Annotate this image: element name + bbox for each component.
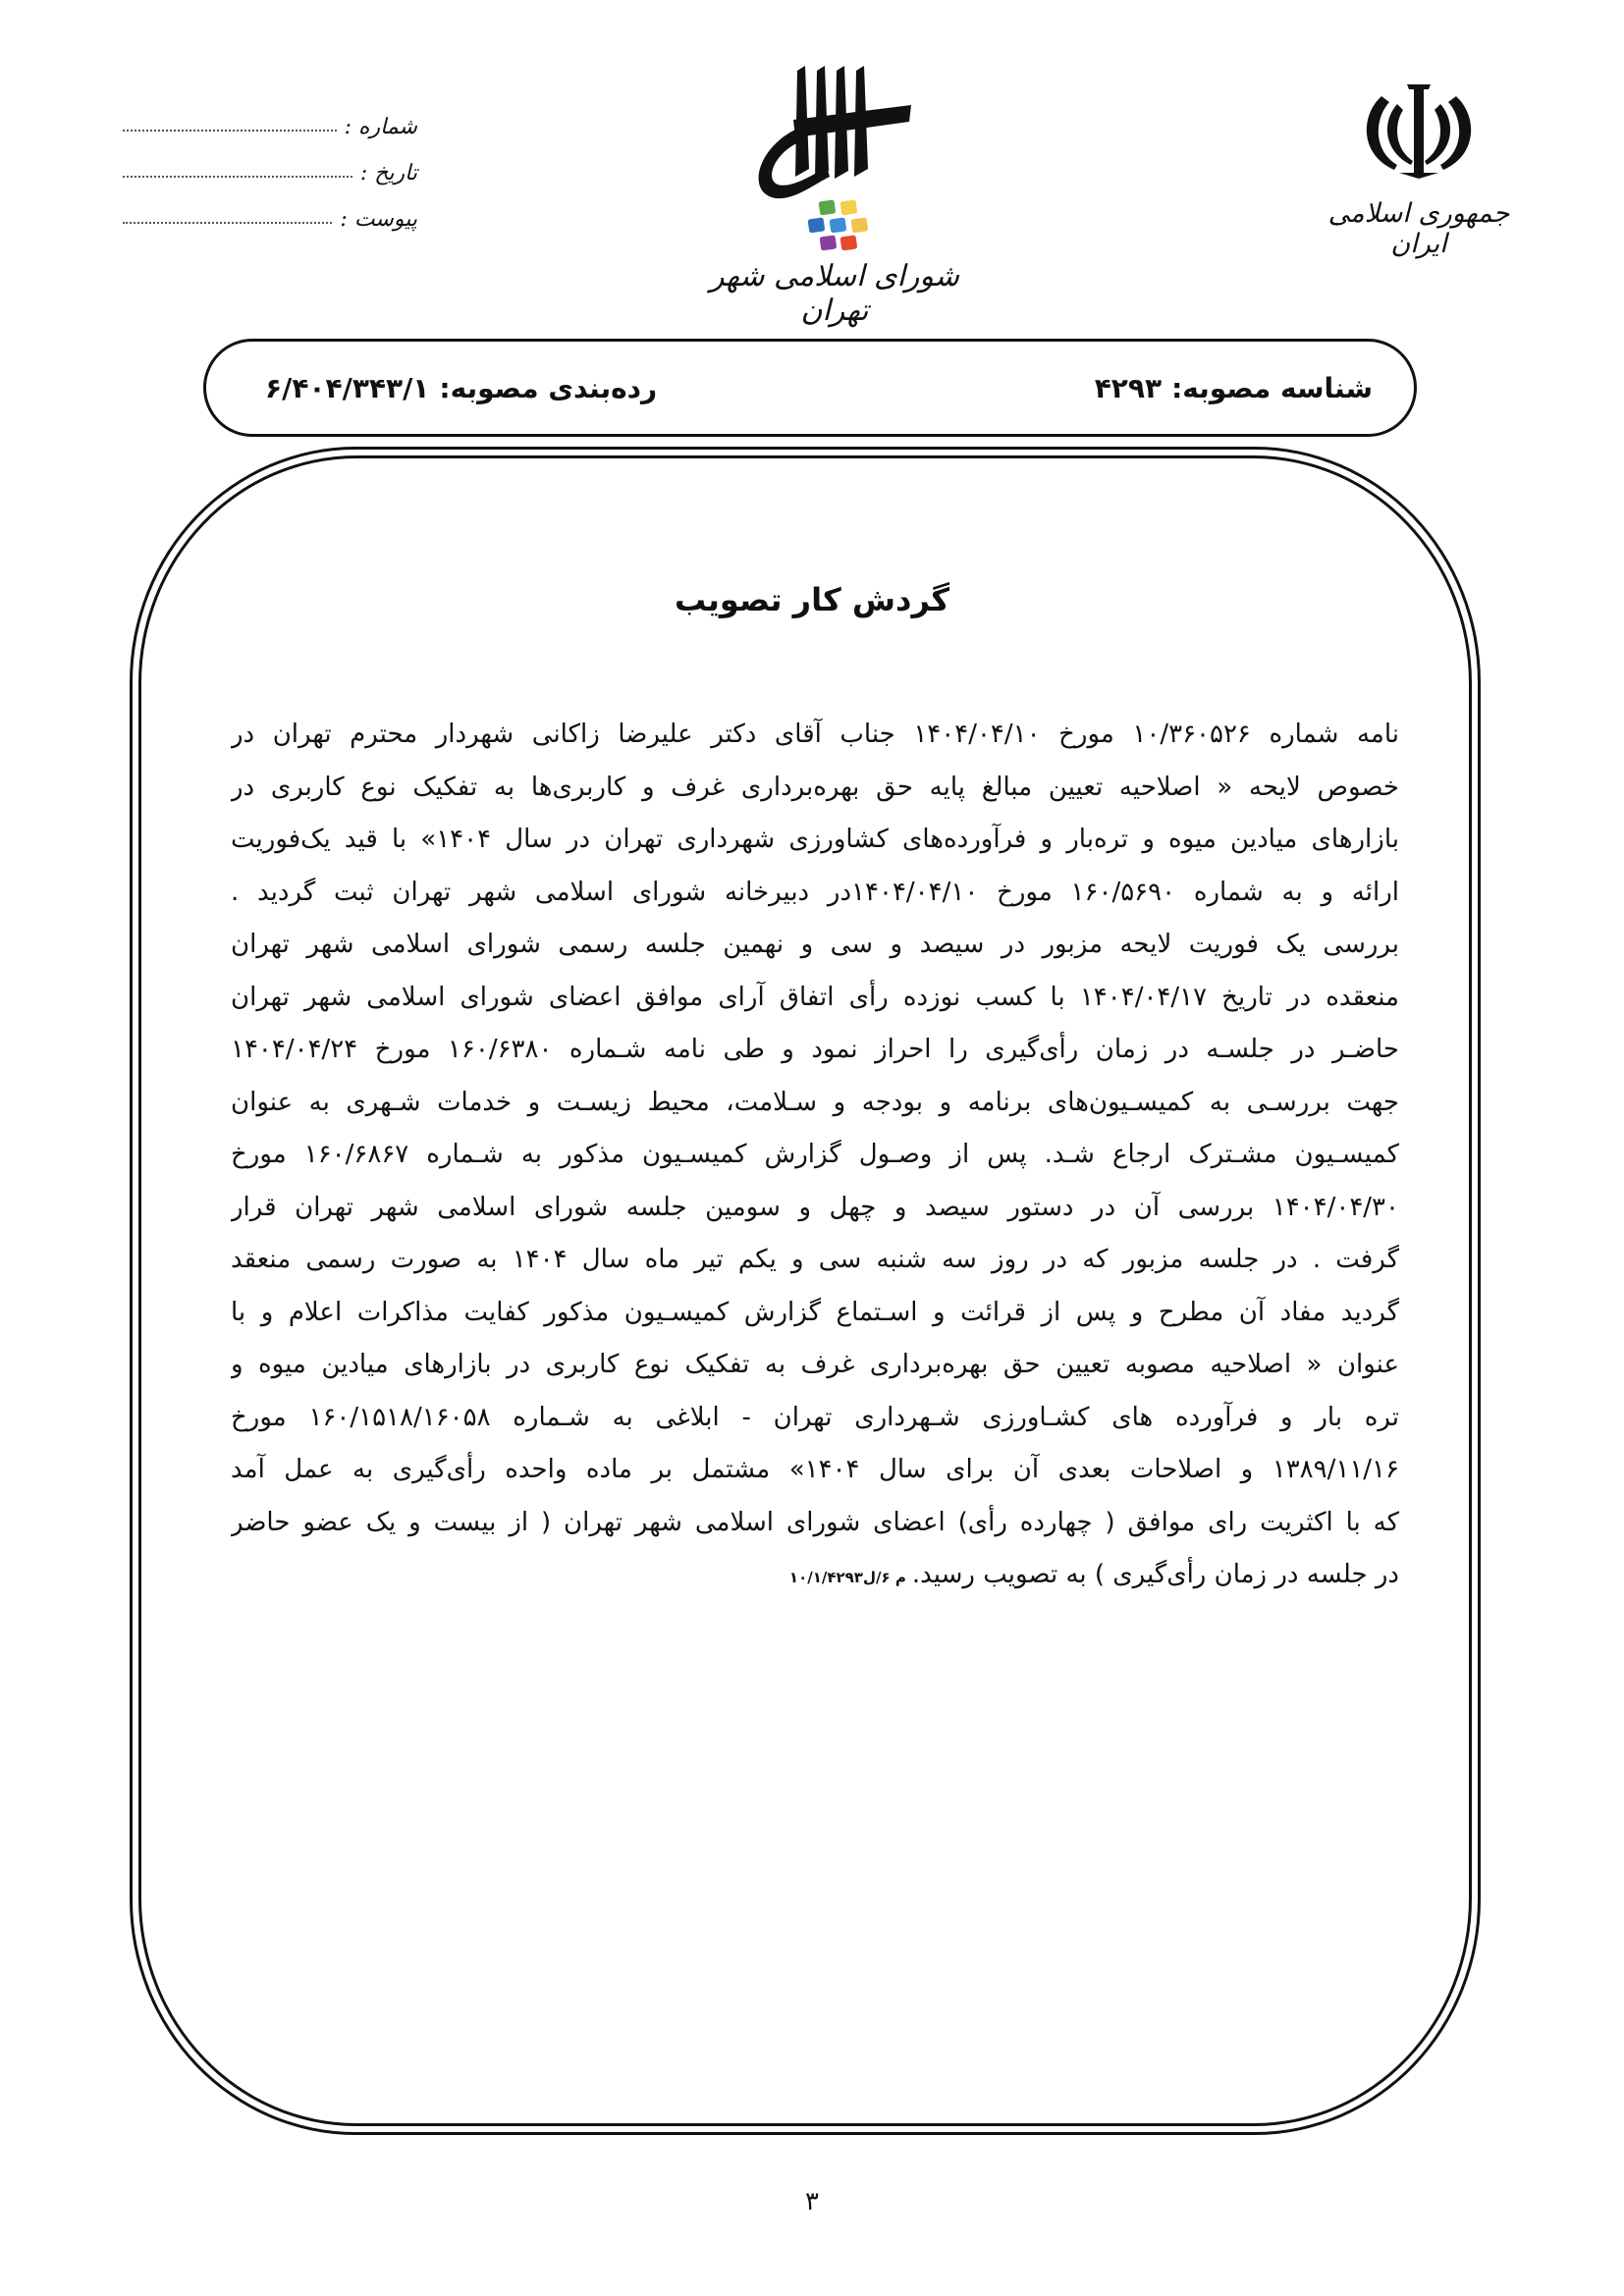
page-number: ۳ bbox=[805, 2187, 819, 2216]
classification-value: ۶/۴۰۴/۳۴۳/۱ bbox=[265, 371, 430, 404]
resolution-id-bar bbox=[203, 339, 1417, 437]
iran-emblem-icon bbox=[1360, 77, 1478, 185]
resolution-id bbox=[1095, 372, 1373, 404]
tehran-city-council-logo-icon bbox=[736, 61, 933, 257]
emblem-name: جمهوری اسلامی ایران bbox=[1327, 198, 1510, 259]
body-line-final bbox=[231, 1549, 1399, 1605]
body-line: بازارهای میادین میوه و تره‌بار و فرآورده‌های کشاورزی شهرداری تهران در سال ۱۴۰۴» با قید یک‌فوریت bbox=[231, 825, 1399, 854]
document-title: گردش کار تصویب bbox=[675, 581, 949, 618]
ref-dotted-line-date bbox=[123, 175, 352, 178]
ref-field-date bbox=[123, 139, 417, 186]
ref-dotted-line-attachment bbox=[123, 221, 332, 224]
body-line: خصوص لایحه « اصلاحیه تعیین مبالغ پایه حق بهره‌برداری غرف و کاربری‌ها به تفکیک نوع کاربری در bbox=[231, 772, 1399, 802]
resolution-classification bbox=[265, 372, 657, 404]
body-line: ۱۴۰۴/۰۴/۳۰ بررسی آن در دستور سیصد و چهل و سومین جلسه شورای اسلامی شهر تهران قرار bbox=[231, 1192, 1399, 1222]
ref-field-attachment bbox=[123, 186, 417, 232]
ref-label-attachment: پیوست : bbox=[340, 207, 417, 232]
resolution-id-value: ۴۲۹۳ bbox=[1094, 371, 1163, 404]
ref-label-date: تاریخ : bbox=[359, 161, 417, 186]
ref-label-number: شماره : bbox=[344, 115, 417, 139]
body-line: حاضـر در جلسـه در زمان رأی‌گیری را احراز نمود و طی نامه شـماره ۱۶۰/۶۳۸۰ مورخ ۱۴۰۴/۰۴/۲۴ bbox=[231, 1035, 1399, 1064]
council-logo bbox=[687, 61, 982, 328]
national-emblem bbox=[1306, 77, 1532, 259]
body-line: نامه شماره ۱۰/۳۶۰۵۲۶ مورخ ۱۴۰۴/۰۴/۱۰ جناب آقای دکتر علیرضا زاکانی شهردار محترم تهران در bbox=[231, 720, 1399, 749]
classification-label: رده‌بندی مصوبه: bbox=[439, 371, 658, 404]
reference-fields bbox=[123, 93, 417, 232]
body-line: عنوان « اصلاحیه مصوبه تعیین حق بهره‌برداری غرف به تفکیک نوع کاربری در بازارهای میادین میوه و bbox=[231, 1350, 1399, 1379]
council-name: شورای اسلامی شهر تهران bbox=[710, 259, 959, 328]
body-line: گرفت . در جلسه مزبور که در روز سه شنبه سی و یکم تیر ماه سال ۱۴۰۴ به صورت رسمی منعقد bbox=[231, 1245, 1399, 1274]
resolution-id-label: شناسه مصوبه: bbox=[1171, 371, 1373, 404]
reference-code: م ۶/ل۱۰/۱/۴۲۹۳ bbox=[788, 1569, 906, 1586]
body-line: ۱۳۸۹/۱۱/۱۶ و اصلاحات بعدی آن برای سال ۱۴۰۴» مشتمل بر ماده واحده رأی‌گیری به عمل آمد bbox=[231, 1455, 1399, 1484]
body-line: منعقده در تاریخ ۱۴۰۴/۰۴/۱۷ با کسب نوزده رأی اتفاق آرای موافق اعضای شورای اسلامی شهر تهران bbox=[231, 982, 1399, 1012]
body-line: گردید مفاد آن مطرح و پس از قرائت و اسـتماع گزارش کمیسـیون مذکور کفایت مذاکرات اعلام و با bbox=[231, 1297, 1399, 1327]
body-line-final-text: در جلسه در زمان رأی‌گیری ) به تصویب رسید. bbox=[911, 1560, 1399, 1589]
body-line: کمیسـیون مشـترک ارجاع شـد. پس از وصـول گزارش کمیسـیون مذکور به شـماره ۱۶۰/۶۸۶۷ مورخ bbox=[231, 1140, 1399, 1169]
body-line: بررسی یک فوریت لایحه مزبور در سیصد و سی و نهمین جلسه رسمی شورای اسلامی شهر تهران bbox=[231, 930, 1399, 959]
body-line: که با اکثریت رای موافق ( چهارده رأی) اعضای شورای اسلامی شهر تهران ( از بیست و یک عضو حاضر bbox=[231, 1507, 1399, 1537]
ref-dotted-line-number bbox=[123, 129, 337, 132]
body-line: ارائه و به شماره ۱۶۰/۵۶۹۰ مورخ ۱۴۰۴/۰۴/۱۰در دبیرخانه شورای اسلامی شهر تهران ثبت گردید . bbox=[231, 877, 1399, 907]
body-line: جهت بررسـی به کمیسـیون‌های برنامه و بودجه و سـلامت، محیط زیسـت و خدمات شـهری به عنوان bbox=[231, 1087, 1399, 1117]
body-line: تره بار و فرآورده های کشـاورزی شـهرداری تهران - ابلاغی به شـماره ۱۶۰/۱۵۱۸/۱۶۰۵۸ مورخ bbox=[231, 1402, 1399, 1432]
ref-field-number bbox=[123, 93, 417, 139]
document-body bbox=[231, 709, 1399, 1605]
